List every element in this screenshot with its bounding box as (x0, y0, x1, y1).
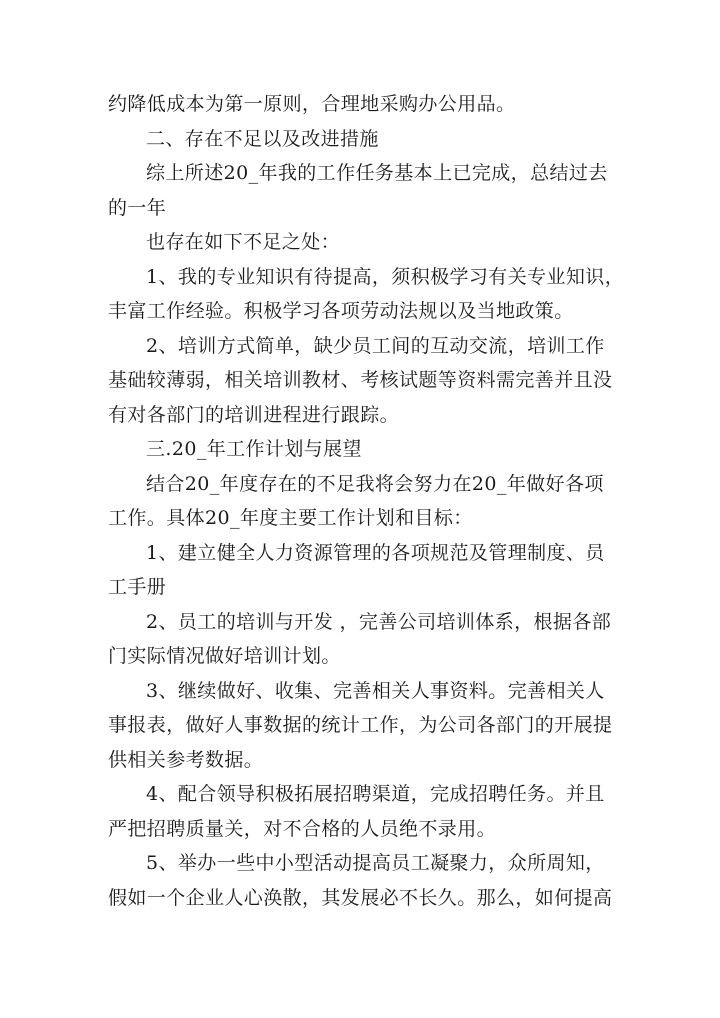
text-line: 综上所述20_年我的工作任务基本上已完成，总结过去 (146, 162, 608, 184)
list-item-line: 5、举办一些中小型活动提高员工凝聚力，众所周知， (146, 852, 605, 874)
text-line: 事报表，做好人事数据的统计工作，为公司各部门的开展提 (108, 714, 613, 736)
text-line: 有对各部门的培训进程进行跟踪。 (108, 403, 400, 426)
text-line: 的一年 (108, 196, 167, 219)
text-line: 丰富工作经验。积极学习各项劳动法规以及当地政策。 (108, 300, 574, 322)
list-item-line: 2、员工的培训与开发 ，完善公司培训体系，根据各部 (146, 610, 612, 633)
text-line: 结合20_年度存在的不足我将会努力在20_年做好各项 (146, 472, 604, 495)
list-item-line: 1、建立健全人力资源管理的各项规范及管理制度、员 (146, 541, 605, 564)
section-heading: 二、存在不足以及改进措施 (146, 127, 379, 150)
text-line: 工手册 (108, 576, 167, 598)
text-line: 严把招聘质量关，对不合格的人员绝不录用。 (108, 817, 497, 840)
text-line: 约降低成本为第一原则，合理地采购办公用品。 (108, 93, 516, 115)
text-line: 也存在如下不足之处： (146, 231, 341, 253)
list-item-line: 1、我的专业知识有待提高，须积极学习有关专业知识， (146, 265, 625, 288)
list-item-line: 3、继续做好、收集、完善相关人事资料。完善相关人 (146, 679, 605, 702)
list-item-line: 4、配合领导积极拓展招聘渠道，完成招聘任务。并且 (146, 783, 605, 805)
text-line: 供相关参考数据。 (108, 748, 264, 771)
text-line: 工作。具体20_年度主要工作计划和目标： (108, 507, 473, 529)
section-heading: 三.20_年工作计划与展望 (146, 438, 362, 460)
text-line: 基础较薄弱，相关培训教材、考核试题等资料需完善并且没 (108, 369, 613, 391)
list-item-line: 2、培训方式简单，缺少员工间的互动交流，培训工作 (146, 334, 605, 357)
text-line: 门实际情况做好培训计划。 (108, 645, 341, 667)
text-line: 假如一个企业人心涣散，其发展必不长久。那么，如何提高 (108, 886, 613, 909)
